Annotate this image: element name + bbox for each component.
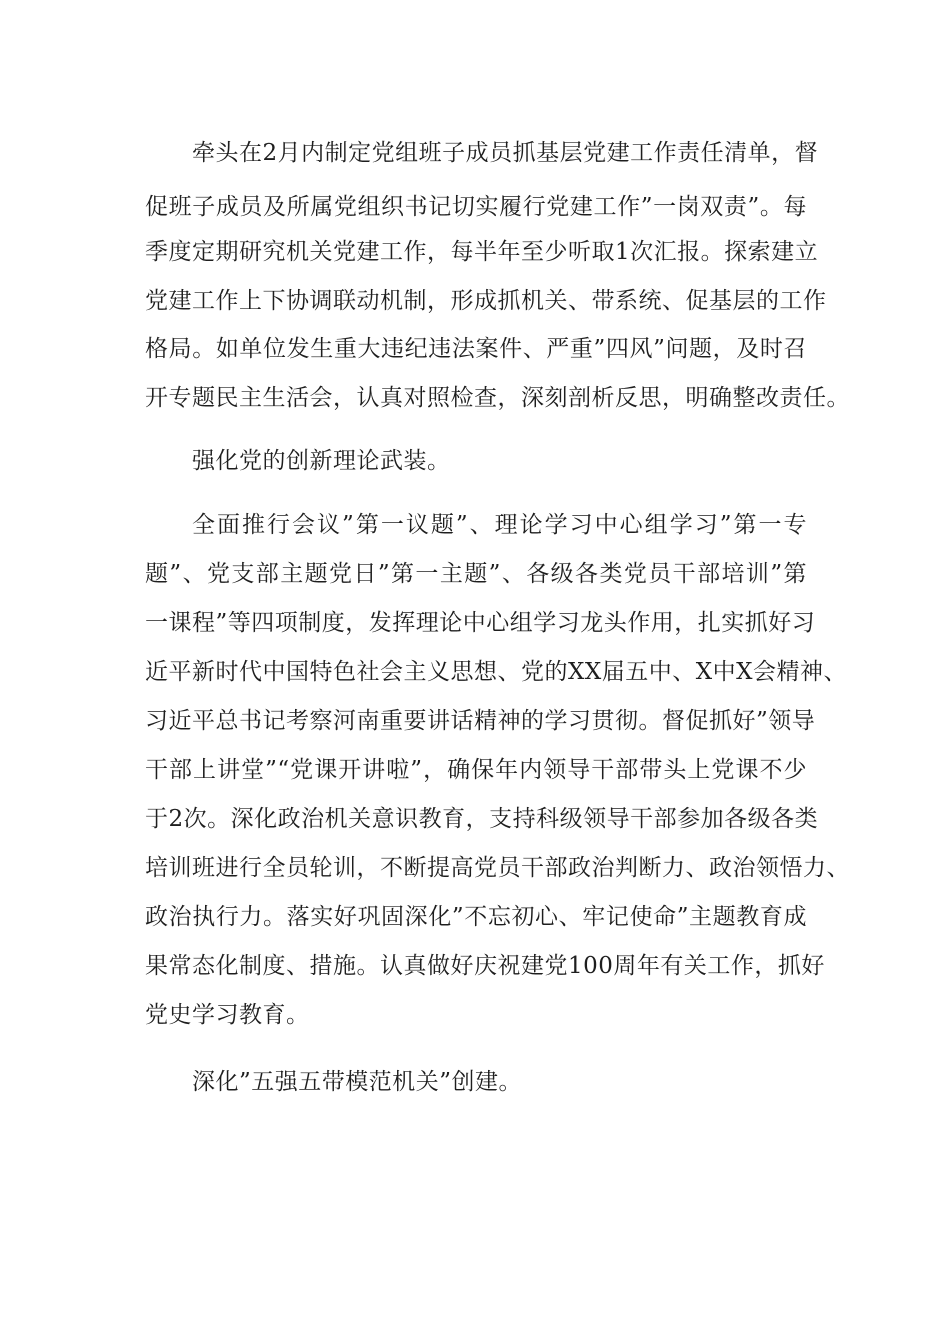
section-heading-theory: 强化党的创新理论武装。: [192, 448, 451, 474]
paragraph-1-line-3: 季度定期研究机关党建工作，每半年至少听取1次汇报。探索建立: [145, 239, 819, 265]
paragraph-1-line-1: 牵头在2月内制定党组班子成员抓基层党建工作责任清单，督: [192, 140, 819, 166]
paragraph-1-line-6: 开专题民主生活会，认真对照检查，深刻剖析反思，明确整改责任。: [145, 385, 850, 411]
paragraph-3-line-10: 果常态化制度、措施。认真做好庆祝建党100周年有关工作，抓好: [145, 953, 825, 979]
paragraph-1-line-4: 党建工作上下协调联动机制，形成抓机关、带系统、促基层的工作: [145, 288, 827, 314]
paragraph-3-line-2: 题”、党支部主题党日”第一主题”、各级各类党员干部培训”第: [145, 561, 807, 587]
paragraph-3-line-9: 政治执行力。落实好巩固深化”不忘初心、牢记使命”主题教育成: [145, 904, 807, 930]
paragraph-3-line-1: 全面推行会议”第一议题”、理论学习中心组学习”第一专: [192, 512, 807, 538]
paragraph-3-line-11: 党史学习教育。: [145, 1002, 310, 1028]
paragraph-1-line-5: 格局。如单位发生重大违纪违法案件、严重”四风”问题，及时召: [145, 336, 807, 362]
section-heading-model-organ: 深化”五强五带模范机关”创建。: [192, 1069, 523, 1095]
paragraph-3-line-4: 近平新时代中国特色社会主义思想、党的XX届五中、X中X会精神、: [145, 659, 847, 685]
paragraph-3-line-6: 干部上讲堂”“党课开讲啦”，确保年内领导干部带头上党课不少: [145, 757, 807, 783]
paragraph-1-line-2: 促班子成员及所属党组织书记切实履行党建工作”一岗双责”。每: [145, 194, 807, 220]
paragraph-3-line-8: 培训班进行全员轮训，不断提高党员干部政治判断力、政治领悟力、: [145, 855, 850, 881]
paragraph-3-line-5: 习近平总书记考察河南重要讲话精神的学习贯彻。督促抓好”领导: [145, 708, 816, 734]
paragraph-3-line-3: 一课程”等四项制度，发挥理论中心组学习龙头作用，扎实抓好习: [145, 610, 816, 636]
paragraph-3-line-7: 于2次。深化政治机关意识教育，支持科级领导干部参加各级各类: [145, 806, 819, 832]
